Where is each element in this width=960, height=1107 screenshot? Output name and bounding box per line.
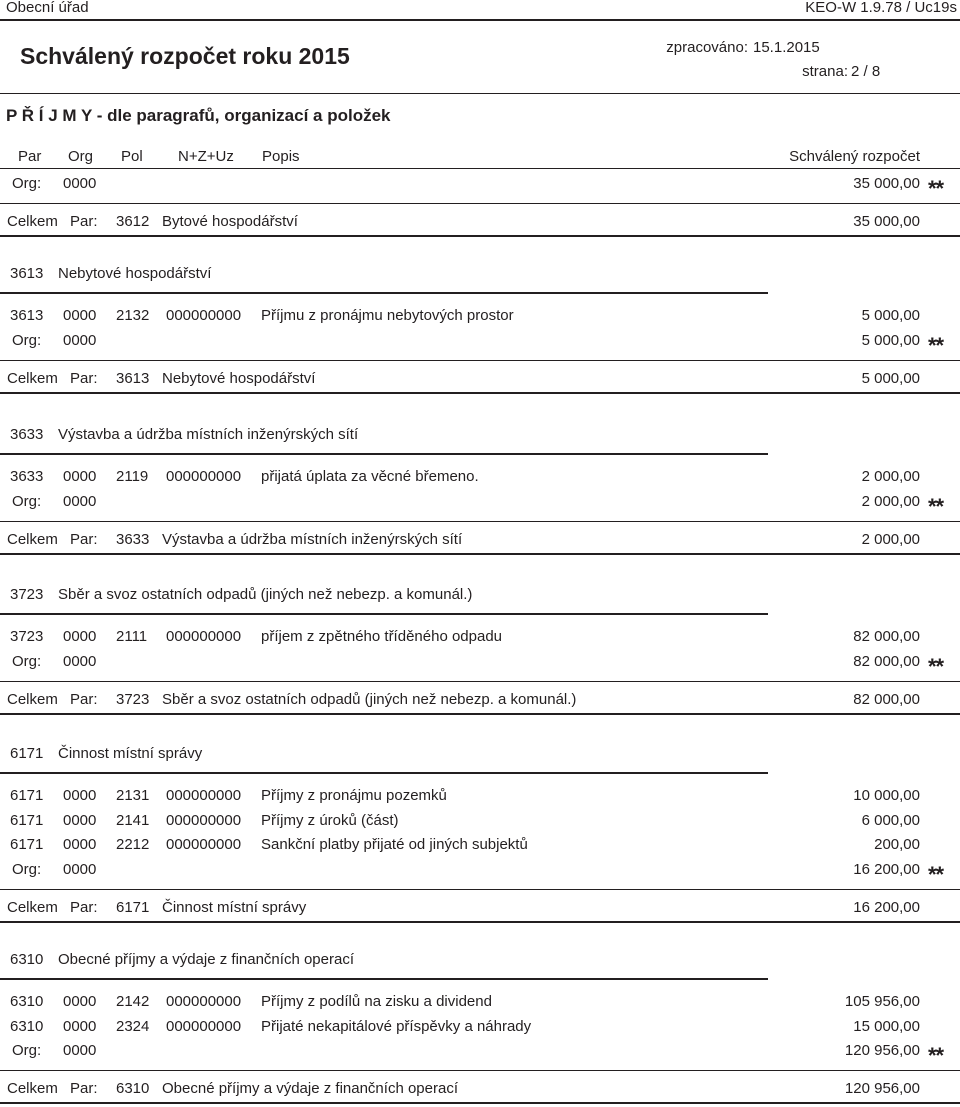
org-code: 0000	[63, 175, 97, 192]
org-stars: **	[928, 861, 944, 887]
celkem-total: 35 000,00	[853, 213, 920, 230]
celkem-rule	[0, 360, 960, 361]
row-par: 6171	[10, 836, 44, 853]
row-pol: 2119	[116, 468, 149, 485]
row-org: 0000	[63, 787, 97, 804]
processed-label: zpracováno:	[666, 39, 748, 56]
celkem-par-label: Par:	[70, 369, 98, 387]
org-code: 0000	[63, 860, 97, 878]
section-name: Nebytové hospodářství	[58, 265, 212, 282]
section-rule	[0, 613, 768, 615]
processed-date: 15.1.2015	[753, 39, 820, 56]
row-par: 6310	[10, 993, 44, 1010]
row-org: 0000	[63, 468, 97, 485]
org-stars: **	[928, 1043, 944, 1068]
col-pol: Pol	[121, 148, 143, 165]
celkem-name: Sběr a svoz ostatních odpadů (jiných než nebezp. a komunál.)	[162, 690, 577, 708]
org-total: 5 000,00	[861, 331, 920, 349]
org-label: Org:	[12, 331, 42, 349]
page-value: 2 / 8	[851, 63, 881, 80]
celkem-par: 3612	[116, 213, 150, 230]
row-nzu: 000000000	[166, 468, 242, 485]
row-pol: 2132	[116, 307, 150, 324]
org-total: 2 000,00	[861, 492, 920, 510]
col-nzu: N+Z+Uz	[178, 148, 234, 165]
row-popis: Přijaté nekapitálové příspěvky a náhrady	[261, 1017, 532, 1035]
celkem-label: Celkem	[7, 530, 58, 548]
org-name: Obecní úřad	[6, 0, 89, 16]
row-amount: 200,00	[874, 836, 920, 853]
row-par: 6310	[10, 1017, 44, 1035]
celkem-name: Bytové hospodářství	[162, 213, 298, 230]
page-title: Schválený rozpočet roku 2015	[20, 43, 350, 69]
celkem-total: 120 956,00	[844, 1080, 920, 1097]
celkem-total: 16 200,00	[853, 898, 920, 916]
celkem-par: 3723	[116, 690, 150, 708]
row-popis: Příjmu z pronájmu nebytových prostor	[261, 307, 514, 324]
section-par: 6171	[10, 745, 44, 762]
celkem-name: Obecné příjmy a výdaje z finančních operací	[162, 1080, 458, 1097]
row-org: 0000	[63, 628, 97, 645]
row-amount: 2 000,00	[861, 468, 920, 485]
celkem-bottom-rule	[0, 921, 960, 923]
row-amount: 82 000,00	[853, 628, 920, 645]
org-stars: **	[928, 176, 944, 201]
row-par: 3613	[10, 307, 44, 324]
celkem-label: Celkem	[7, 1080, 58, 1097]
row-nzu: 000000000	[166, 307, 242, 324]
section-par: 6310	[10, 951, 44, 968]
header-rule	[0, 93, 960, 94]
section-name: Sběr a svoz ostatních odpadů (jiných než nebezp. a komunál.)	[58, 586, 473, 603]
row-popis: Příjmy z úroků (část)	[261, 811, 399, 829]
celkem-rule	[0, 1070, 960, 1071]
row-pol: 2324	[116, 1017, 150, 1035]
row-popis: příjem z zpětného tříděného odpadu	[261, 628, 503, 645]
row-nzu: 000000000	[166, 836, 242, 853]
section-rule	[0, 772, 768, 774]
org-stars: **	[928, 332, 944, 358]
row-pol: 2131	[116, 787, 150, 804]
row-org: 0000	[63, 811, 97, 829]
org-code: 0000	[63, 1042, 97, 1059]
celkem-label: Celkem	[7, 369, 58, 387]
row-par: 3633	[10, 468, 44, 485]
section-par: 3633	[10, 426, 44, 443]
org-code: 0000	[63, 492, 97, 510]
row-par: 3723	[10, 628, 44, 645]
row-pol: 2212	[116, 836, 150, 853]
celkem-par-label: Par:	[70, 213, 98, 230]
celkem-bottom-rule	[0, 1102, 960, 1104]
row-nzu: 000000000	[166, 811, 242, 829]
row-org: 0000	[63, 993, 97, 1010]
celkem-name: Výstavba a údržba místních inženýrských sítí	[162, 530, 463, 548]
version: KEO-W 1.9.78 / Uc19s	[805, 0, 957, 16]
celkem-par-label: Par:	[70, 898, 98, 916]
org-code: 0000	[63, 652, 97, 670]
org-code: 0000	[63, 331, 97, 349]
section-title: P Ř Í J M Y - dle paragrafů, organizací a položek	[6, 106, 391, 125]
org-label: Org:	[12, 860, 42, 878]
row-popis: Příjmy z podílů na zisku a dividend	[261, 993, 492, 1010]
org-total: 120 956,00	[844, 1042, 920, 1059]
org-stars: **	[928, 653, 944, 679]
col-amount: Schválený rozpočet	[789, 148, 920, 165]
section-rule	[0, 453, 768, 455]
row-nzu: 000000000	[166, 1017, 242, 1035]
org-total: 16 200,00	[853, 860, 920, 878]
section-name: Obecné příjmy a výdaje z finančních operací	[58, 951, 354, 968]
row-nzu: 000000000	[166, 787, 242, 804]
celkem-name: Nebytové hospodářství	[162, 369, 316, 387]
celkem-par: 3633	[116, 530, 150, 548]
row-nzu: 000000000	[166, 628, 242, 645]
celkem-bottom-rule	[0, 235, 960, 237]
celkem-name: Činnost místní správy	[162, 898, 307, 916]
row-amount: 15 000,00	[853, 1017, 920, 1035]
row-popis: Příjmy z pronájmu pozemků	[261, 787, 447, 804]
row-amount: 10 000,00	[853, 787, 920, 804]
celkem-par-label: Par:	[70, 1080, 98, 1097]
row-amount: 105 956,00	[844, 993, 920, 1010]
celkem-label: Celkem	[7, 690, 58, 708]
section-name: Výstavba a údržba místních inženýrských sítí	[58, 426, 359, 443]
section-name: Činnost místní správy	[58, 745, 203, 762]
celkem-par-label: Par:	[70, 530, 98, 548]
org-stars: **	[928, 493, 944, 519]
celkem-par-label: Par:	[70, 690, 98, 708]
celkem-total: 5 000,00	[861, 369, 920, 387]
celkem-par: 6171	[116, 898, 150, 916]
celkem-par: 6310	[116, 1080, 150, 1097]
row-par: 6171	[10, 811, 44, 829]
row-org: 0000	[63, 1017, 97, 1035]
col-par: Par	[18, 148, 42, 165]
celkem-total: 82 000,00	[853, 690, 920, 708]
celkem-bottom-rule	[0, 713, 960, 715]
celkem-total: 2 000,00	[861, 530, 920, 548]
row-pol: 2141	[116, 811, 150, 829]
celkem-rule	[0, 889, 960, 890]
row-amount: 5 000,00	[861, 307, 920, 324]
row-popis: Sankční platby přijaté od jiných subjektů	[261, 836, 528, 853]
top-rule	[0, 19, 960, 21]
org-label: Org:	[12, 492, 42, 510]
col-popis: Popis	[262, 148, 300, 165]
row-amount: 6 000,00	[861, 811, 920, 829]
columns-rule	[0, 168, 960, 169]
row-pol: 2111	[116, 628, 148, 645]
celkem-rule	[0, 521, 960, 522]
section-rule	[0, 292, 768, 294]
celkem-rule	[0, 681, 960, 682]
section-par: 3723	[10, 586, 44, 603]
row-pol: 2142	[116, 993, 150, 1010]
row-org: 0000	[63, 307, 97, 324]
celkem-label: Celkem	[7, 213, 58, 230]
row-par: 6171	[10, 787, 44, 804]
col-org: Org	[68, 148, 94, 165]
celkem-par: 3613	[116, 369, 150, 387]
org-label: Org:	[12, 652, 42, 670]
row-nzu: 000000000	[166, 993, 242, 1010]
org-label: Org:	[12, 175, 42, 192]
celkem-bottom-rule	[0, 553, 960, 555]
celkem-rule	[0, 203, 960, 204]
row-popis: přijatá úplata za věcné břemeno.	[261, 468, 479, 485]
section-rule	[0, 978, 768, 980]
section-par: 3613	[10, 265, 44, 282]
org-total: 82 000,00	[853, 652, 920, 670]
row-org: 0000	[63, 836, 97, 853]
org-label: Org:	[12, 1042, 42, 1059]
celkem-label: Celkem	[7, 898, 58, 916]
page-label: strana:	[802, 63, 848, 80]
celkem-bottom-rule	[0, 392, 960, 394]
org-total: 35 000,00	[853, 175, 920, 192]
